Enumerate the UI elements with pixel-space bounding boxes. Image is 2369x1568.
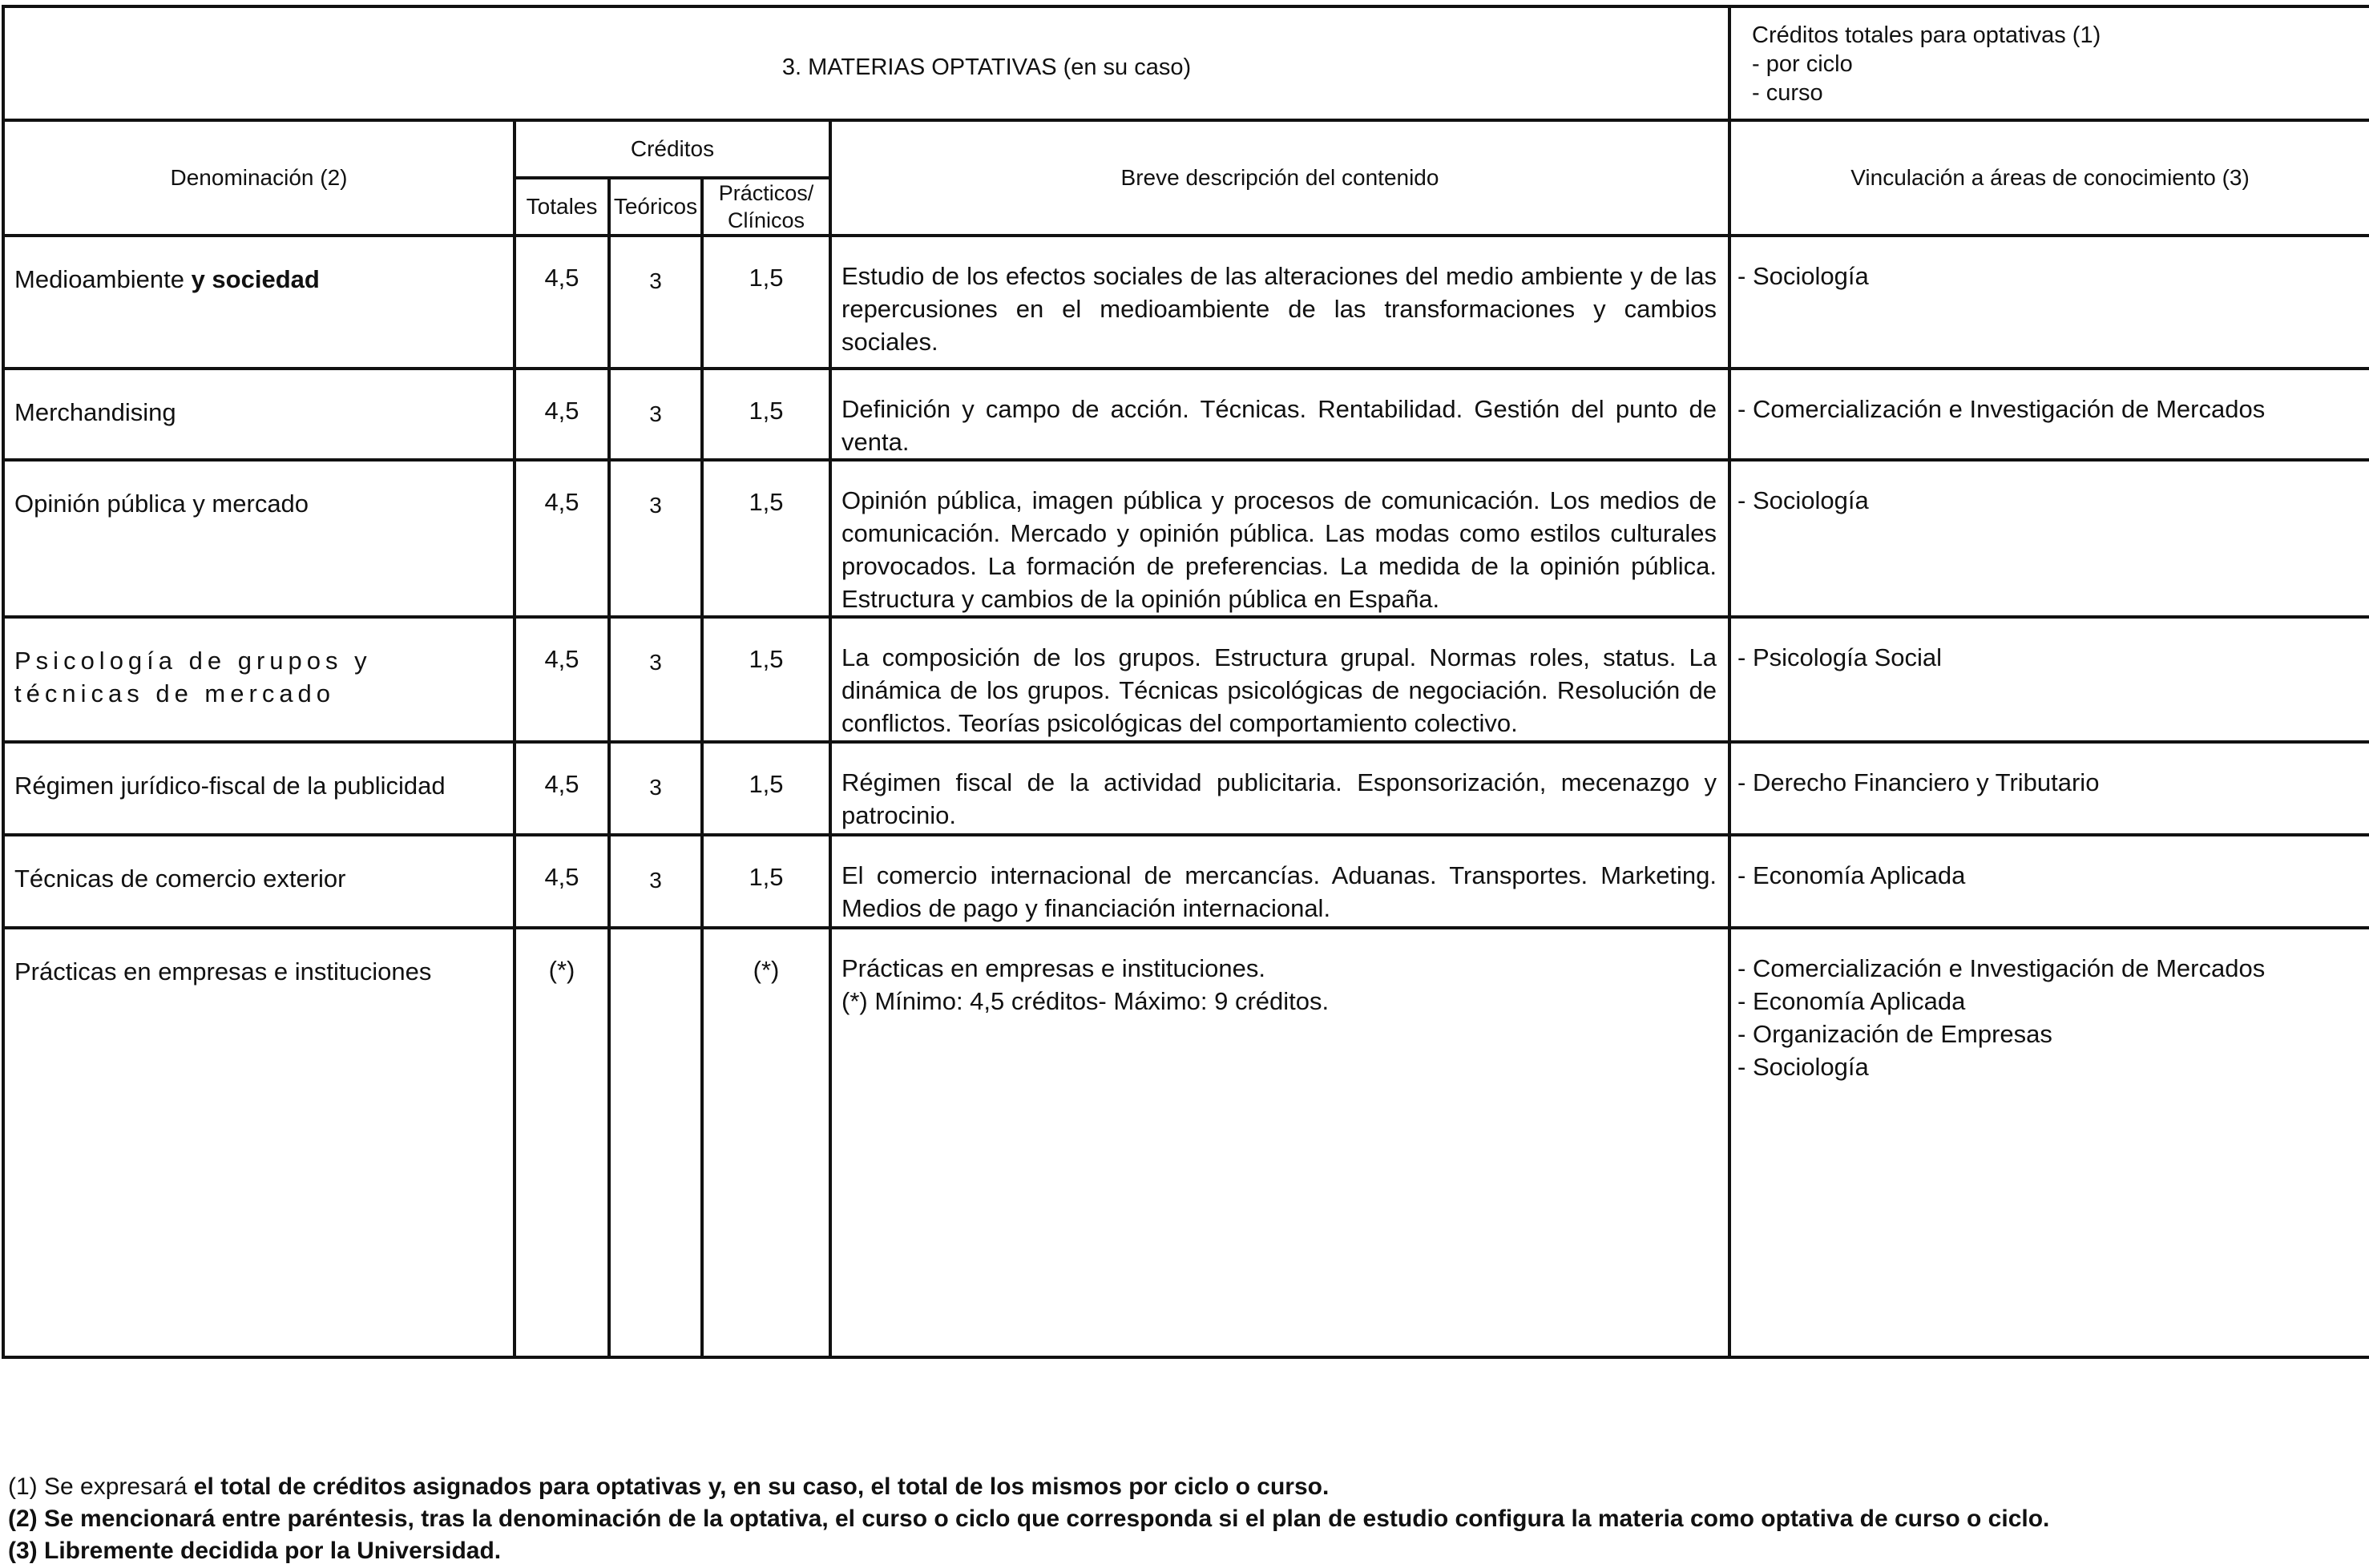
subject-description: Estudio de los efectos sociales de las alteraciones del medio ambiente y de las repercusiones en el medioambiente de las transformaciones y cambios sociales.	[830, 236, 1729, 369]
subject-description: El comercio internacional de mercancías. Aduanas. Transportes. Marketing. Medios de pago y financiación internacional.	[830, 835, 1729, 928]
credits-total-label: Créditos totales para optativas (1)	[1752, 22, 2101, 48]
credits-practicos: 1,5	[702, 835, 830, 928]
table-title-cell	[3, 6, 1729, 120]
footnote-1: (1) Se expresará el total de créditos asignados para optativas y, en su caso, el total de los mismos por ciclo o curso.	[8, 1473, 1330, 1500]
area-item: - Psicología Social	[1737, 643, 1943, 671]
credits-total-cell	[1729, 6, 2369, 120]
area-item: - Sociología	[1737, 262, 1869, 290]
credits-practicos: (*)	[702, 928, 830, 1357]
table-title: 3. MATERIAS OPTATIVAS (en su caso)	[781, 54, 1192, 80]
subject-areas	[1729, 617, 2369, 742]
header-descripcion: Breve descripción del contenido	[830, 120, 1729, 236]
subject-description: Régimen fiscal de la actividad publicitaria. Esponsorización, mecenazgo y patrocinio.	[830, 742, 1729, 835]
column-header-row	[3, 120, 2369, 178]
credits-totales: 4,5	[515, 742, 609, 835]
description-line: Prácticas en empresas e instituciones.	[841, 954, 1265, 982]
table-row	[3, 742, 2369, 835]
table-row	[3, 369, 2369, 460]
credits-totales: 4,5	[515, 369, 609, 460]
credits-teoricos: 3	[609, 369, 702, 460]
subject-name: Técnicas de comercio exterior	[3, 835, 515, 928]
subject-areas	[1729, 460, 2369, 617]
credits-teoricos: 3	[609, 742, 702, 835]
subject-areas	[1729, 928, 2369, 1357]
header-vinculacion: Vinculación a áreas de conocimiento (3)	[1729, 120, 2369, 236]
header-denominacion: Denominación (2)	[3, 120, 515, 236]
area-item: - Organización de Empresas	[1737, 1020, 2052, 1048]
subject-areas	[1729, 835, 2369, 928]
credits-teoricos	[609, 928, 702, 1357]
credits-practicos: 1,5	[702, 236, 830, 369]
header-totales: Totales	[515, 178, 609, 236]
credits-totales: 4,5	[515, 835, 609, 928]
subject-areas	[1729, 742, 2369, 835]
credits-practicos: 1,5	[702, 460, 830, 617]
credits-teoricos: 3	[609, 835, 702, 928]
credits-course-label: - curso	[1752, 80, 1823, 106]
credits-cycle-label: - por ciclo	[1752, 51, 1853, 77]
credits-teoricos: 3	[609, 617, 702, 742]
area-item: - Sociología	[1737, 1053, 1869, 1081]
subject-name: Prácticas en empresas e instituciones	[3, 928, 515, 1357]
header-practicos: Prácticos/ Clínicos	[702, 178, 830, 236]
credits-practicos: 1,5	[702, 617, 830, 742]
footnotes	[8, 1471, 2364, 1567]
subject-description: La composición de los grupos. Estructura grupal. Normas roles, status. La dinámica de los grupos. Técnicas psicológicas de negociación. Resolución de conflictos. Teorías psicológicas del comportamiento colectivo.	[830, 617, 1729, 742]
subject-name: Régimen jurídico-fiscal de la publicidad	[3, 742, 515, 835]
credits-totales: 4,5	[515, 460, 609, 617]
optional-subjects-table	[2, 5, 2369, 1359]
credits-totales: (*)	[515, 928, 609, 1357]
credits-practicos: 1,5	[702, 742, 830, 835]
area-item: - Comercialización e Investigación de Mercados	[1737, 395, 2266, 423]
credits-practicos: 1,5	[702, 369, 830, 460]
table-row	[3, 236, 2369, 369]
table-row	[3, 928, 2369, 1357]
area-item: - Economía Aplicada	[1737, 987, 1966, 1015]
table-row	[3, 835, 2369, 928]
footnote-2: (2) Se mencionará entre paréntesis, tras la denominación de la optativa, el curso o ciclo que corresponda si el plan de estudio configura la materia como optativa de curso o ciclo.	[8, 1506, 2050, 1532]
header-teoricos: Teóricos	[609, 178, 702, 236]
subject-areas	[1729, 369, 2369, 460]
credits-teoricos: 3	[609, 236, 702, 369]
subject-areas	[1729, 236, 2369, 369]
subject-description: Definición y campo de acción. Técnicas. Rentabilidad. Gestión del punto de venta.	[830, 369, 1729, 460]
table-row	[3, 460, 2369, 617]
area-item: - Derecho Financiero y Tributario	[1737, 768, 2100, 796]
area-item: - Comercialización e Investigación de Mercados	[1737, 954, 2266, 982]
area-item: - Economía Aplicada	[1737, 861, 1966, 889]
subject-description: Opinión pública, imagen pública y procesos de comunicación. Los medios de comunicación. Mercado y opinión pública. Las modas como estilos culturales provocados. La formación de preferencias. La medida de la opinión pública. Estructura y cambios de la opinión pública en España.	[830, 460, 1729, 617]
table-title-row	[3, 6, 2369, 120]
subject-name: Opinión pública y mercado	[3, 460, 515, 617]
header-creditos: Créditos	[515, 120, 830, 178]
credits-totales: 4,5	[515, 617, 609, 742]
credits-totales: 4,5	[515, 236, 609, 369]
subject-name: Merchandising	[3, 369, 515, 460]
subject-name: Psicología de grupos y técnicas de mercado	[3, 617, 515, 742]
subject-description	[830, 928, 1729, 1357]
credits-teoricos: 3	[609, 460, 702, 617]
footnote-3: (3) Libremente decidida por la Universidad.	[8, 1538, 502, 1564]
subject-name: Medioambiente y sociedad	[3, 236, 515, 369]
area-item: - Sociología	[1737, 486, 1869, 514]
description-note: (*) Mínimo: 4,5 créditos- Máximo: 9 créditos.	[841, 987, 1330, 1015]
table-row	[3, 617, 2369, 742]
